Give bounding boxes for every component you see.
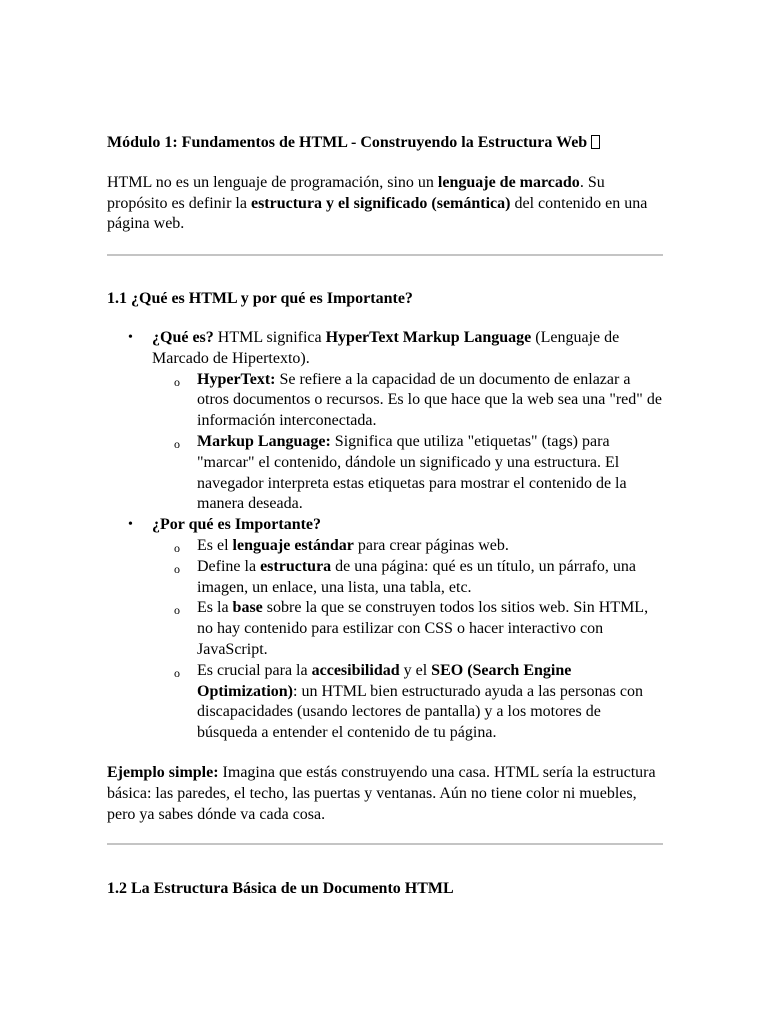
example-text: Imagina que estás construyendo una casa. HTML sería la estructura básica: las paredes, el techo, las puertas y ventanas. Aún no tiene color ni muebles, pero ya sabes dónde va cada cosa.	[107, 763, 656, 823]
sub-item-structure-text-1: Define la	[197, 557, 261, 575]
example-paragraph	[107, 763, 663, 825]
example-label: Ejemplo simple:	[107, 763, 219, 781]
section-heading-1-1: 1.1 ¿Qué es HTML y por qué es Importante?	[107, 290, 413, 308]
item-what-is-label: ¿Qué es?	[152, 328, 214, 346]
sub-item-base-text-2: sobre la que se construyen todos los sitios web. Sin HTML, no hay contenido para estilizar con CSS o hacer interactivo con JavaScript.	[197, 599, 649, 658]
intro-text-1: HTML no es un lenguaje de programación, sino un	[107, 173, 438, 191]
sub-item-structure	[197, 557, 663, 599]
sub-list	[152, 536, 663, 744]
missing-glyph-icon	[591, 135, 600, 149]
module-title-text: Módulo 1: Fundamentos de HTML - Construyendo la Estructura Web	[107, 134, 588, 151]
sub-item-seo-bold-2: SEO (Search Engine Optimization)	[197, 661, 572, 700]
bullet-list	[107, 328, 663, 744]
sub-item-structure-bold: estructura	[260, 557, 332, 575]
sub-item-markup-language	[197, 432, 663, 515]
sub-list	[152, 370, 663, 516]
section-heading-1-2: 1.2 La Estructura Básica de un Documento HTML	[107, 880, 454, 898]
sub-item-standard-bold: lenguaje estándar	[232, 536, 354, 554]
sub-item-seo-text-1: Es crucial para la	[197, 661, 312, 679]
sub-item-hypertext	[197, 370, 663, 432]
intro-text-2: . Su propósito es definir la	[107, 173, 605, 212]
intro-text-3: del contenido en una página web.	[107, 194, 648, 233]
divider	[107, 254, 663, 256]
item-what-is-text-2: (Lenguaje de Marcado de Hipertexto).	[152, 328, 620, 367]
sub-item-markup-label: Markup Language:	[197, 432, 331, 450]
sub-item-hypertext-label: HyperText:	[197, 370, 276, 388]
sub-item-markup-text: Significa que utiliza "etiquetas" (tags) para "marcar" el contenido, dándole un significado y una estructura. El navegador interpreta estas etiquetas para mostrar el contenido de la manera deseada.	[197, 432, 627, 513]
intro-bold-1: lenguaje de marcado	[437, 173, 580, 191]
sub-item-structure-text-2: de una página: qué es un título, un párrafo, una imagen, un enlace, una lista, una tabla, etc.	[197, 557, 636, 596]
sub-item-standard-text-1: Es el	[197, 536, 233, 554]
sub-item-base-bold: base	[232, 599, 263, 617]
sub-item-base	[197, 598, 663, 660]
divider	[107, 843, 663, 845]
sub-item-standard-text-2: para crear páginas web.	[353, 536, 509, 554]
sub-item-base-text-1: Es la	[197, 599, 233, 617]
item-why-important-label: ¿Por qué es Importante?	[152, 516, 322, 534]
list-item-what-is	[152, 328, 663, 515]
intro-bold-2: estructura y el significado (semántica)	[250, 194, 511, 212]
list-item-why-important	[152, 515, 663, 744]
module-title	[107, 133, 663, 154]
item-what-is-bold: HyperText Markup Language	[325, 328, 532, 346]
document-page	[107, 133, 663, 900]
sub-item-standard	[197, 536, 663, 557]
sub-item-seo-bold-1: accesibilidad	[311, 661, 400, 679]
sub-item-seo-text-3: : un HTML bien estructurado ayuda a las personas con discapacidades (usando lectores de pantalla) y a los motores de búsqueda a entender el contenido de tu página.	[197, 682, 643, 742]
intro-paragraph	[107, 173, 663, 235]
item-what-is-text-1: HTML significa	[213, 328, 326, 346]
sub-item-seo-text-2: y el	[399, 661, 432, 679]
sub-item-hypertext-text: Se refiere a la capacidad de un documento de enlazar a otros documentos o recursos. Es lo que hace que la web sea una "red" de información interconectada.	[197, 370, 662, 430]
sub-item-accessibility-seo	[197, 661, 663, 744]
